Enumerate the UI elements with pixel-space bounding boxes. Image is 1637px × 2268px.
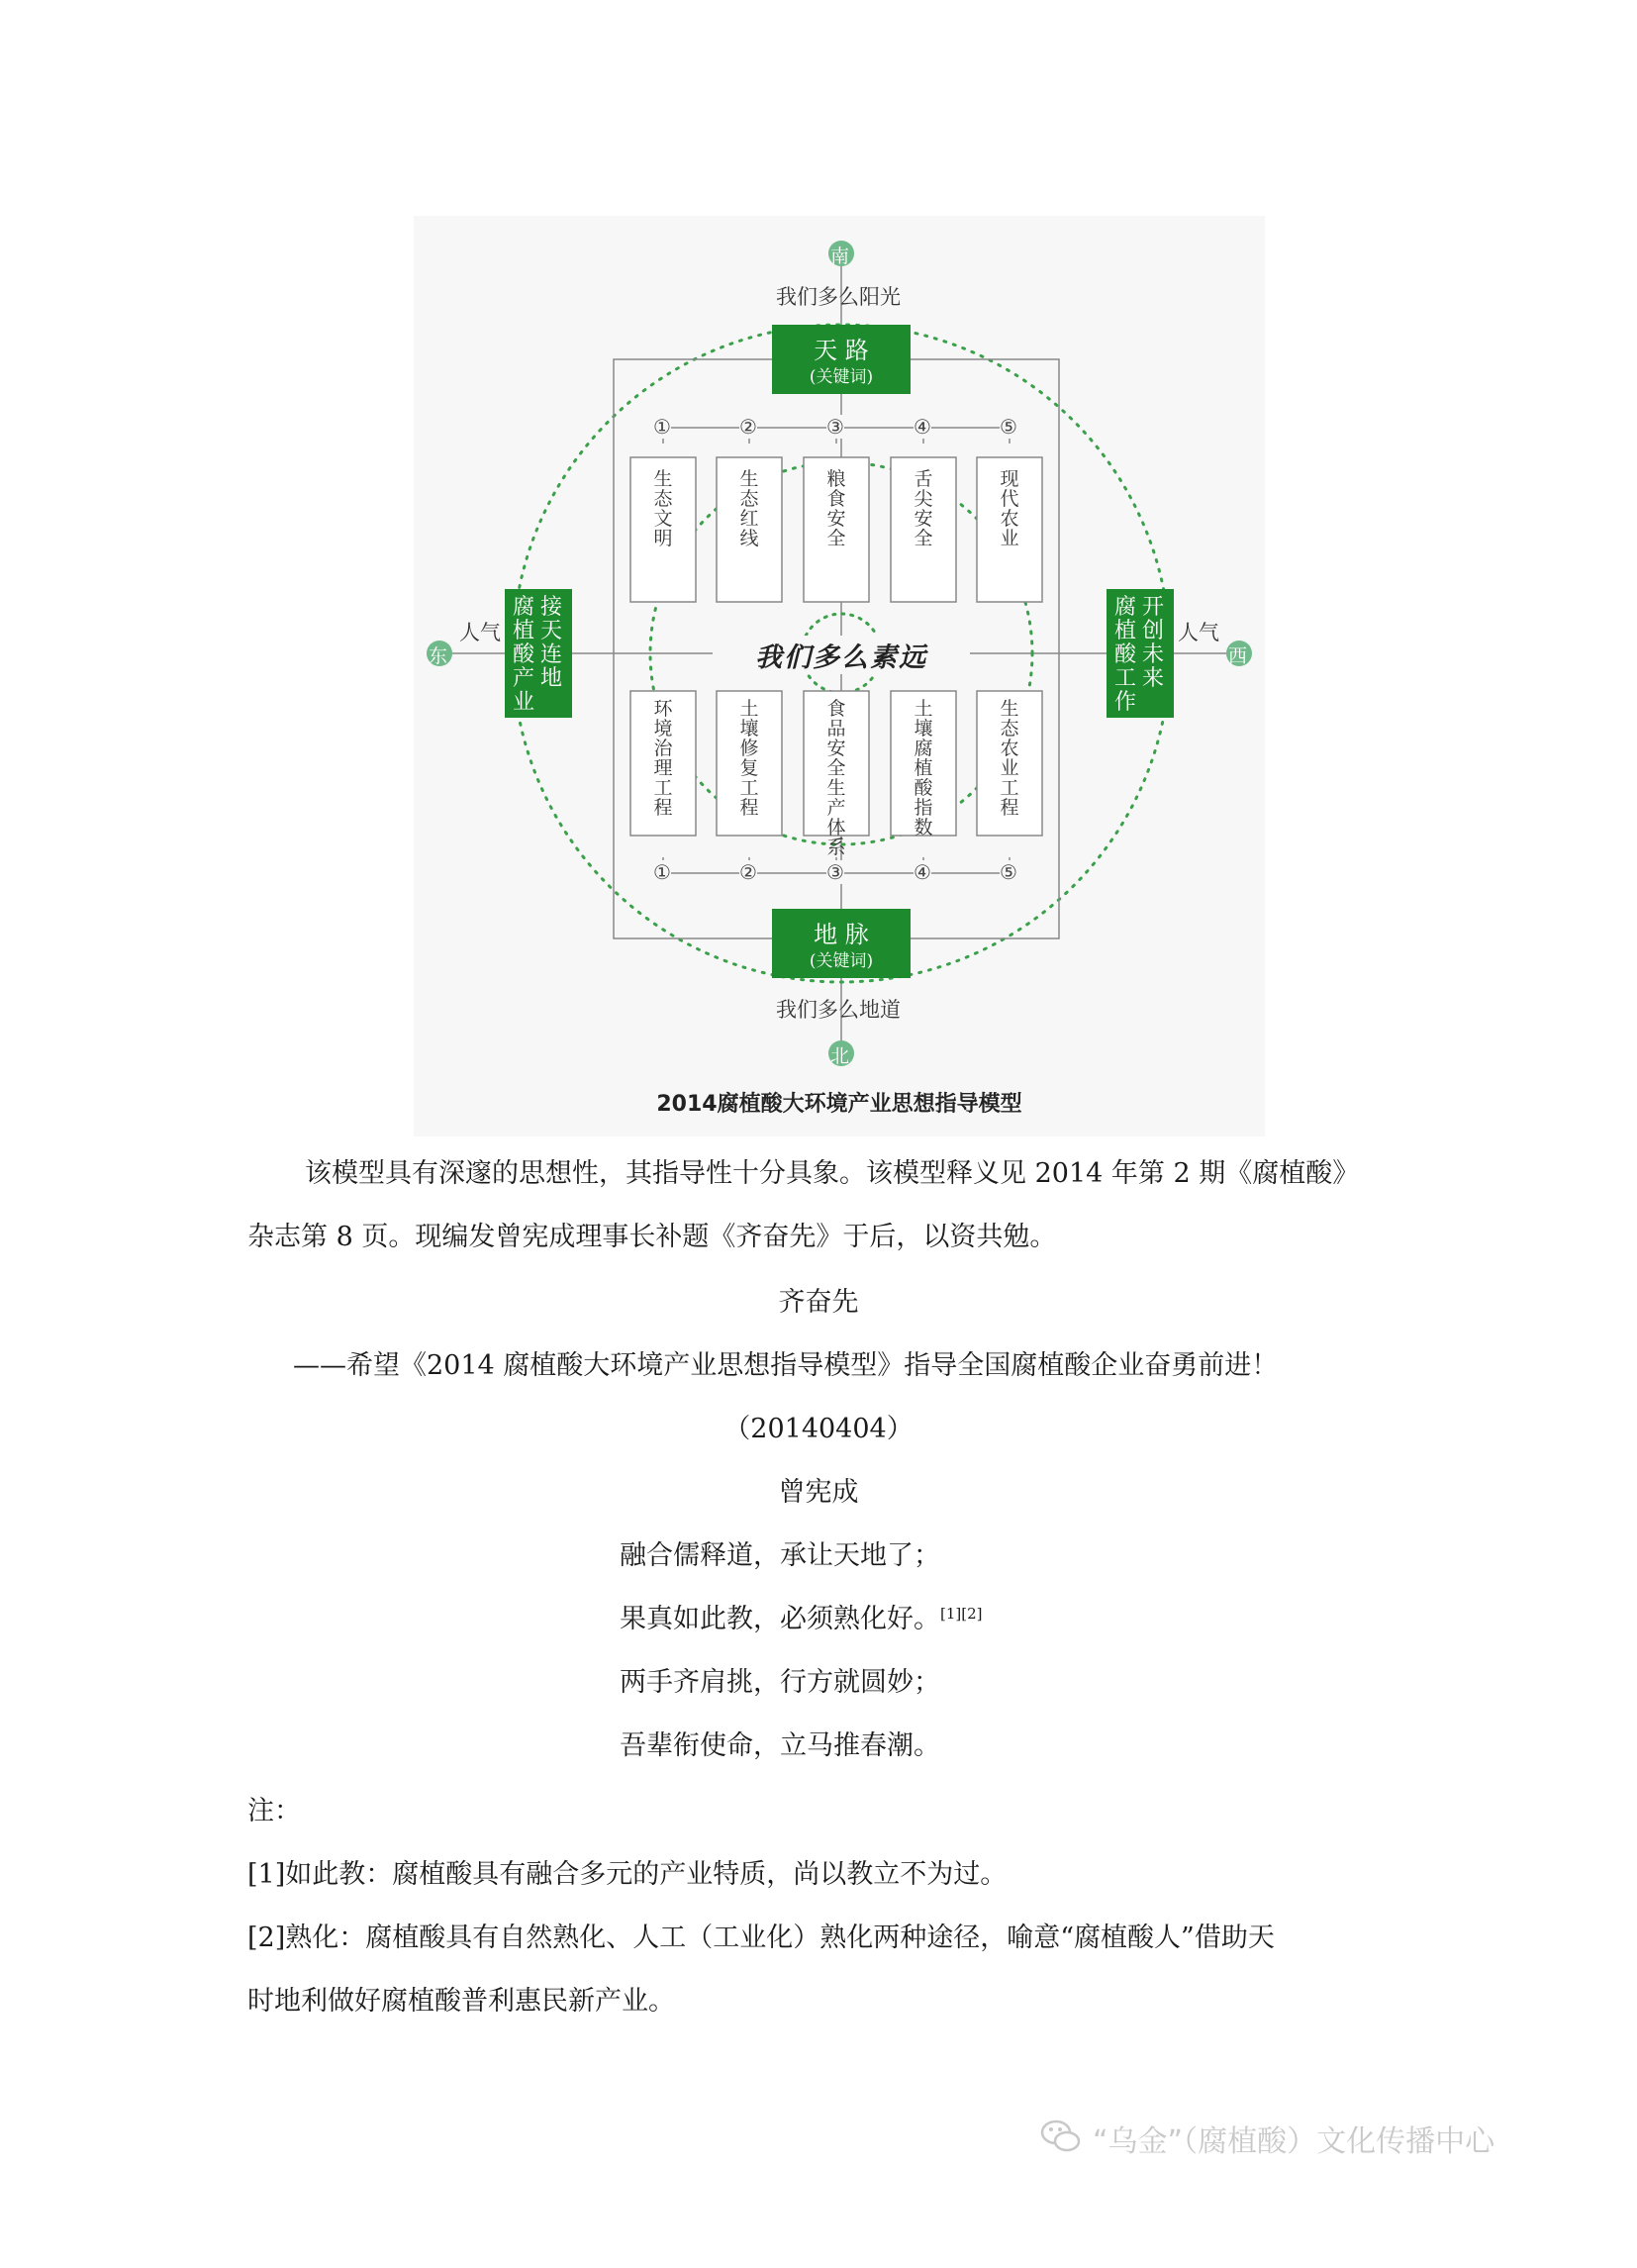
west-marker: 西 xyxy=(1228,645,1248,667)
bottom-item-1: 环境治理工程 xyxy=(653,698,673,819)
right-box-col1: 腐植酸工作 xyxy=(1114,595,1137,715)
poem-line-4: 吾辈衔使命，立马推春潮。 xyxy=(620,1730,940,1761)
para1-line1: 该模型具有深邃的思想性，其指导性十分具象。该模型释义见 2014 年第 2 期《腐植酸》 xyxy=(305,1158,1360,1189)
bottom-caption: 我们多么地道 xyxy=(776,998,901,1022)
poem-date: （20140404） xyxy=(723,1414,914,1444)
top-caption: 我们多么阳光 xyxy=(776,285,901,309)
poem-title: 齐奋先 xyxy=(778,1287,859,1318)
top-item-1: 生态文明 xyxy=(653,468,673,549)
poem-subtitle: ——希望《2014 腐植酸大环境产业思想指导模型》指导全国腐植酸企业奋勇前进！ xyxy=(293,1350,1279,1381)
poem-author: 曾宪成 xyxy=(778,1477,859,1508)
bottom-number-3: ③ xyxy=(826,860,844,884)
bottom-number-4: ④ xyxy=(914,860,931,884)
poem-line-2-refs: [1][2] xyxy=(940,1605,983,1623)
right-box-col2: 开创未来 xyxy=(1142,595,1165,691)
right-caption: 人气 xyxy=(1178,621,1219,644)
bottom-item-5: 生态农业工程 xyxy=(1000,698,1019,819)
note-2-line2: 时地利做好腐植酸普利惠民新产业。 xyxy=(247,1986,675,2017)
model-diagram xyxy=(414,216,1265,1136)
figure-caption: 2014腐植酸大环境产业思想指导模型 xyxy=(656,1092,1022,1117)
poem-line-2-text: 果真如此教，必须熟化好。 xyxy=(620,1604,940,1634)
top-item-3: 粮食安全 xyxy=(826,468,846,549)
note-1: [1]如此教：腐植酸具有融合多元的产业特质，尚以教立不为过。 xyxy=(247,1859,1008,1890)
south-marker: 南 xyxy=(830,246,850,267)
top-number-3: ③ xyxy=(826,415,844,439)
bottom-item-4: 土壤腐植酸指数 xyxy=(914,698,933,838)
tianlu-sub: (关键词) xyxy=(809,367,874,387)
dimai-title: 地 脉 xyxy=(814,921,869,948)
top-number-4: ④ xyxy=(914,415,931,439)
top-item-4: 舌尖安全 xyxy=(914,468,933,549)
footer-watermark: “乌金”（腐植酸）文化传播中心 xyxy=(1093,2124,1495,2159)
left-caption: 人气 xyxy=(459,621,501,644)
bottom-number-5: ⑤ xyxy=(1000,860,1017,884)
poem-line-3: 两手齐肩挑，行方就圆妙； xyxy=(620,1667,940,1698)
bottom-number-2: ② xyxy=(739,860,757,884)
top-number-5: ⑤ xyxy=(1000,415,1017,439)
top-item-2: 生态红线 xyxy=(739,468,759,549)
left-box-col2: 接天连地 xyxy=(540,595,563,691)
center-motto: 我们多么素远 xyxy=(713,636,970,674)
east-marker: 东 xyxy=(429,645,448,667)
poem-line-2 xyxy=(620,1600,983,1639)
note-2-line1: [2]熟化：腐植酸具有自然熟化、人工（工业化）熟化两种途径，喻意“腐植酸人”借助天 xyxy=(247,1923,1275,1953)
note-label: 注： xyxy=(247,1796,301,1826)
top-item-5: 现代农业 xyxy=(1000,468,1019,549)
bottom-item-2: 土壤修复工程 xyxy=(739,698,759,819)
top-number-2: ② xyxy=(739,415,757,439)
north-marker: 北 xyxy=(830,1045,850,1067)
bottom-item-3: 食品安全生产体系 xyxy=(826,698,846,858)
para1-line2: 杂志第 8 页。现编发曾宪成理事长补题《齐奋先》于后，以资共勉。 xyxy=(247,1222,1057,1252)
dimai-sub: (关键词) xyxy=(809,951,874,971)
poem-line-1: 融合儒释道，承让天地了； xyxy=(620,1540,940,1571)
bottom-number-1: ① xyxy=(653,860,671,884)
tianlu-title: 天 路 xyxy=(814,337,869,364)
top-number-1: ① xyxy=(653,415,671,439)
wechat-icon xyxy=(1039,2117,1083,2156)
left-box-col1: 腐植酸产业 xyxy=(513,595,535,715)
